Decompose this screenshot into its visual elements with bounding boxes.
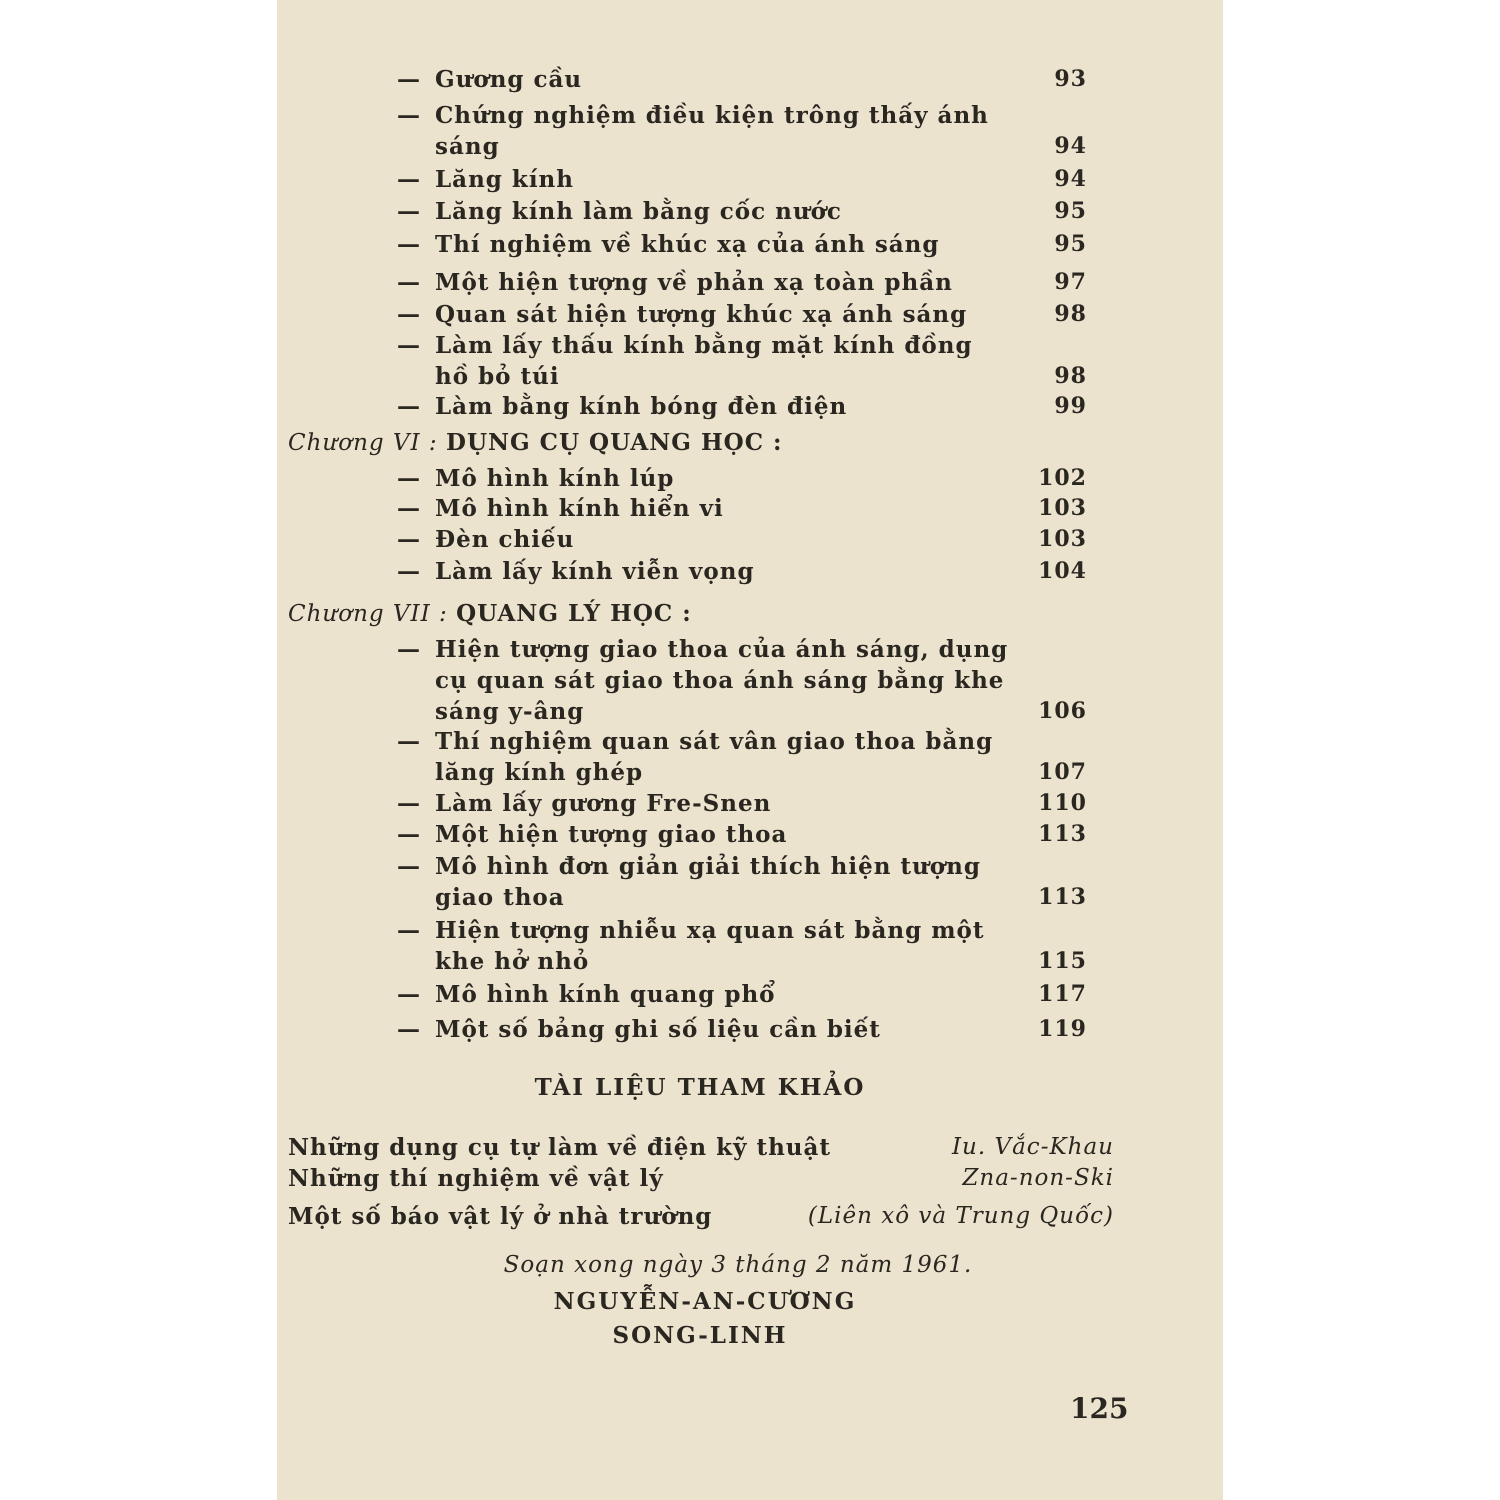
toc-entry	[397, 726, 1087, 788]
reference-author: Iu. Vắc-Khau	[951, 1134, 1114, 1160]
chapter-title: DỤNG CỤ QUANG HỌC :	[446, 429, 783, 456]
entry-title: Hiện tượng giao thoa của ánh sáng, dụng cụ quan sát giao thoa ánh sáng bằng khe sáng y-âng	[435, 636, 1009, 725]
entry-page: 97	[1054, 269, 1087, 295]
entry-dash: —	[397, 636, 421, 663]
entry-dash: —	[397, 821, 421, 848]
toc-entry	[397, 1014, 1087, 1045]
entry-title: Một số bảng ghi số liệu cần biết	[435, 1016, 881, 1043]
entry-dash: —	[397, 1016, 421, 1043]
entry-page: 113	[1038, 884, 1087, 910]
entry-title: Đèn chiếu	[435, 526, 575, 553]
toc-entry	[397, 229, 1087, 260]
entry-dash: —	[397, 917, 421, 944]
reference-title: Một số báo vật lý ở nhà trường	[288, 1203, 713, 1230]
toc-entry	[397, 788, 1087, 819]
toc-entry	[397, 493, 1087, 524]
entry-dash: —	[397, 66, 421, 93]
entry-page: 98	[1054, 301, 1087, 327]
entry-title: Làm bằng kính bóng đèn điện	[435, 393, 848, 420]
entry-title: Một hiện tượng giao thoa	[435, 821, 788, 848]
entry-title: Lăng kính	[435, 166, 575, 193]
toc-entry	[397, 819, 1087, 850]
entry-page: 115	[1038, 948, 1087, 974]
entry-dash: —	[397, 332, 421, 359]
reference-author: (Liên xô và Trung Quốc)	[807, 1203, 1114, 1229]
entry-dash: —	[397, 526, 421, 553]
toc-entry	[397, 164, 1087, 195]
entry-dash: —	[397, 301, 421, 328]
entry-page: 107	[1038, 759, 1087, 785]
entry-title: Mô hình kính lúp	[435, 465, 675, 492]
entry-dash: —	[397, 728, 421, 755]
entry-page: 102	[1038, 465, 1087, 491]
entry-page: 103	[1038, 526, 1087, 552]
entry-title: Chứng nghiệm điều kiện trông thấy ánh sáng	[435, 102, 989, 160]
entry-page: 93	[1054, 66, 1087, 92]
author-name: SONG-LINH	[612, 1322, 788, 1349]
toc-entry	[397, 556, 1087, 587]
reference-title: Những dụng cụ tự làm về điện kỹ thuật	[288, 1134, 832, 1161]
entry-page: 113	[1038, 821, 1087, 847]
toc-entry	[397, 267, 1087, 298]
reference-author: Zna-non-Ski	[962, 1165, 1114, 1191]
entry-title: Làm lấy gương Fre-Snen	[435, 790, 772, 817]
chapter-label: Chương VI :	[288, 430, 438, 456]
entry-page: 99	[1054, 393, 1087, 419]
toc-entry	[397, 391, 1087, 422]
entry-page: 95	[1054, 198, 1087, 224]
chapter-heading	[288, 427, 783, 459]
entry-title: Làm lấy kính viễn vọng	[435, 558, 755, 585]
author-name: NGUYỄN-AN-CƯƠNG	[553, 1288, 857, 1315]
entry-dash: —	[397, 465, 421, 492]
entry-title: Thí nghiệm về khúc xạ của ánh sáng	[435, 231, 940, 258]
reference-title: Những thí nghiệm về vật lý	[288, 1165, 664, 1192]
entry-title: Mô hình đơn giản giải thích hiện tượng giao thoa	[435, 853, 981, 911]
entry-dash: —	[397, 495, 421, 522]
composition-date: Soạn xong ngày 3 tháng 2 năm 1961.	[503, 1252, 973, 1278]
toc-entry	[397, 634, 1087, 727]
entry-page: 94	[1054, 166, 1087, 192]
entry-page: 95	[1054, 231, 1087, 257]
toc-entry	[397, 64, 1087, 95]
entry-dash: —	[397, 198, 421, 225]
entry-title: Một hiện tượng về phản xạ toàn phần	[435, 269, 953, 296]
page-number: 125	[1070, 1392, 1129, 1425]
entry-dash: —	[397, 853, 421, 880]
entry-dash: —	[397, 231, 421, 258]
entry-page: 103	[1038, 495, 1087, 521]
entry-title: Quan sát hiện tượng khúc xạ ánh sáng	[435, 301, 968, 328]
entry-dash: —	[397, 393, 421, 420]
entry-title: Làm lấy thấu kính bằng mặt kính đồng hồ bỏ túi	[435, 332, 973, 390]
entry-page: 98	[1054, 363, 1087, 389]
entry-dash: —	[397, 102, 421, 129]
entry-page: 110	[1038, 790, 1087, 816]
entry-title: Mô hình kính quang phổ	[435, 981, 776, 1008]
toc-entry	[397, 851, 1087, 913]
entry-dash: —	[397, 790, 421, 817]
toc-entry	[397, 330, 1087, 392]
entry-dash: —	[397, 166, 421, 193]
chapter-heading	[288, 598, 692, 630]
toc-entry	[397, 463, 1087, 494]
toc-entry	[397, 915, 1087, 977]
entry-page: 106	[1038, 698, 1087, 724]
toc-entry	[397, 524, 1087, 555]
entry-page: 117	[1038, 981, 1087, 1007]
entry-page: 104	[1038, 558, 1087, 584]
entry-title: Thí nghiệm quan sát vân giao thoa bằng lăng kính ghép	[435, 728, 994, 786]
entry-title: Hiện tượng nhiễu xạ quan sát bằng một khe hở nhỏ	[435, 917, 985, 975]
entry-page: 94	[1054, 133, 1087, 159]
toc-entry	[397, 100, 1087, 162]
references-heading: TÀI LIỆU THAM KHẢO	[534, 1074, 866, 1101]
entry-page: 119	[1038, 1016, 1087, 1042]
entry-title: Lăng kính làm bằng cốc nước	[435, 198, 842, 225]
toc-entry	[397, 196, 1087, 227]
chapter-label: Chương VII :	[288, 601, 448, 627]
entry-title: Mô hình kính hiển vi	[435, 495, 724, 522]
toc-entry	[397, 979, 1087, 1010]
chapter-title: QUANG LÝ HỌC :	[456, 600, 692, 627]
entry-dash: —	[397, 981, 421, 1008]
entry-title: Gương cầu	[435, 66, 583, 93]
entry-dash: —	[397, 269, 421, 296]
toc-entry	[397, 299, 1087, 330]
entry-dash: —	[397, 558, 421, 585]
